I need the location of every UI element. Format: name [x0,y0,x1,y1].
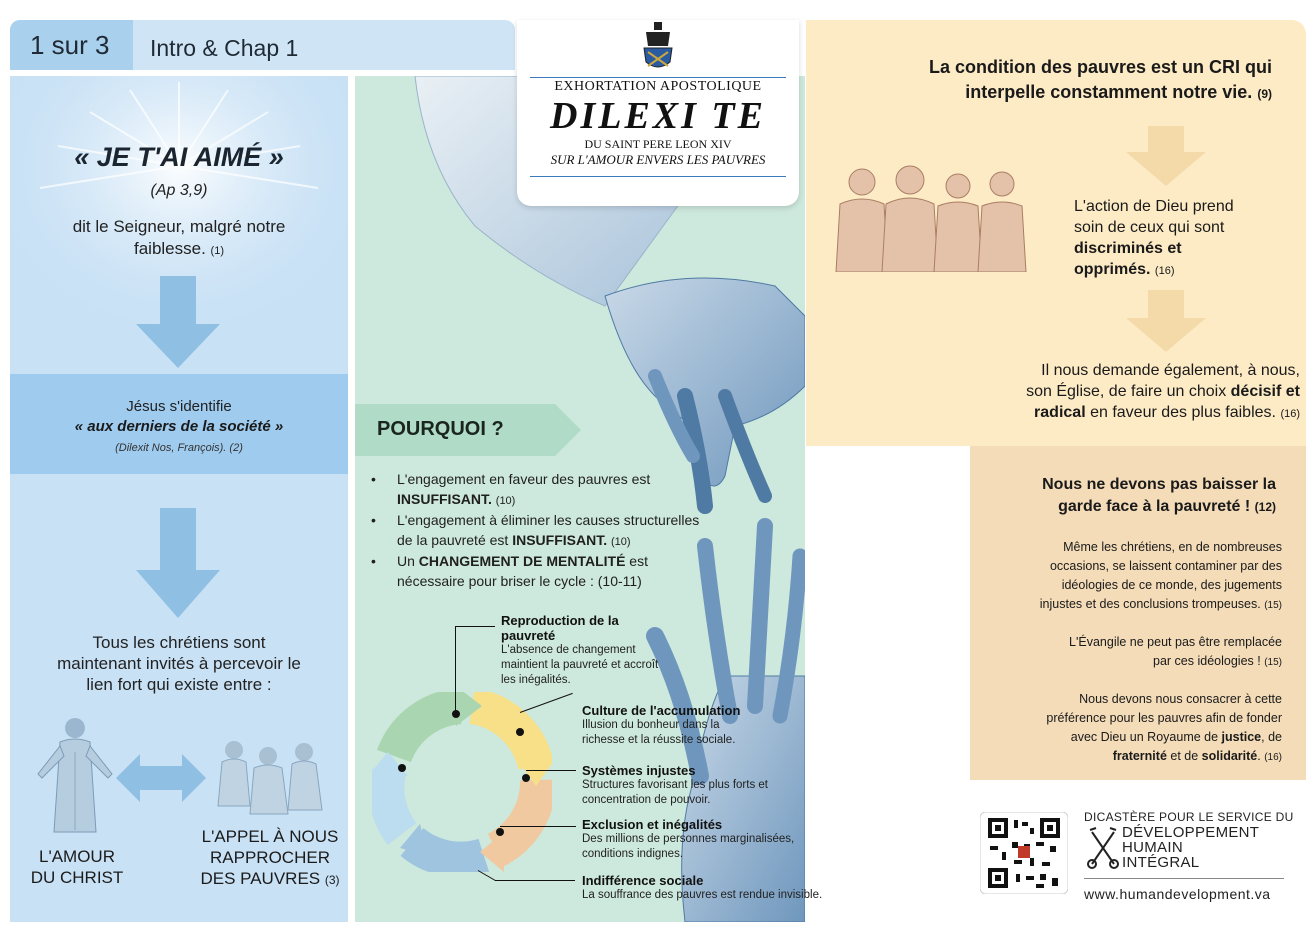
papal-coat-of-arms-icon [640,22,676,72]
gospel-text: par ces idéologies ! [1153,654,1261,668]
dicastery-name [1122,825,1259,870]
title-line-2: DILEXI TE [550,95,766,137]
cycle-item-title: Exclusion et inégalités [582,817,723,832]
bullet-dot-icon: • [371,553,376,569]
connector-line [500,826,576,827]
pourquoi-title: POURQUOI ? [377,418,504,440]
christ-figure-illustration [30,712,120,842]
cycle-item-text: Illusion du bonheur dans la [582,719,720,731]
kingdom-emphasis: fraternité [1112,749,1167,763]
kingdom-line-3 [992,728,1282,747]
bullet-2-ref: (10) [610,536,631,548]
ideologies-ref: (15) [1264,600,1282,611]
kingdom-ref: (16) [1264,752,1282,763]
guard-heading-line-2 [990,496,1276,518]
kingdom-line-4 [992,747,1282,767]
title-line-1: EXHORTATION APOSTOLIQUE [554,79,762,94]
poor-people-portrait-illustration [832,160,1032,272]
kingdom-line-2: préférence pour les pauvres afin de fonder [1046,711,1282,725]
title-line-3: DU SAINT PERE LEON XIV [584,137,732,151]
church-choice-text [900,360,1300,425]
cycle-item-title: Culture de l'accumulation [582,703,741,718]
gods-action-ref: (16) [1154,265,1175,277]
title-line-4: SUR L'AMOUR ENVERS LES PAUVRES [550,152,766,167]
gods-action-emphasis: opprimés. [1074,261,1151,278]
bullet-dot-icon: • [371,471,376,487]
invitation-line-1: Tous les chrétiens sont [92,633,266,652]
pourquoi-box-point-icon [555,404,581,456]
kingdom-line-1: Nous devons nous consacrer à cette [1079,692,1282,706]
gods-action-text [1074,196,1274,282]
guard-heading-text: garde face à la pauvreté ! [1058,498,1251,515]
gods-action-line-1: L'action de Dieu prend [1074,198,1234,215]
kingdom-paragraph [992,690,1282,767]
call-to-poor-label [190,826,350,891]
cycle-item-text: La souffrance des pauvres est rendue invisible. [582,889,823,901]
bullet-2-line-2 [397,530,757,552]
church-choice-emphasis: radical [1034,404,1086,421]
quote-caption-text: faiblesse. [133,239,206,258]
identification-line-3: (Dilexit Nos, François). (2) [115,442,243,454]
cycle-segment-indifference [386,772,402,834]
call-label-text: DES PAUVRES [200,869,321,888]
down-arrow-icon [136,508,220,618]
love-label-line-1: L'AMOUR [39,847,115,866]
bullet-1-line-2 [397,489,757,511]
down-arrow-icon [136,276,220,368]
cycle-item-text: maintient la pauvreté et accroît [501,659,659,671]
connector-line [455,626,495,627]
cycle-item-indifference [582,873,862,903]
cry-heading [820,55,1272,107]
invitation-text [30,632,328,695]
cycle-item-exclusion [582,817,822,862]
gods-action-line-2: soin de ceux qui sont [1074,219,1225,236]
church-choice-line-3 [900,402,1300,425]
guard-heading-ref: (12) [1254,500,1276,514]
guard-heading [990,474,1276,518]
ideologies-line-1: Même les chrétiens, en de nombreuses [1063,540,1282,554]
church-choice-line-2 [900,381,1300,402]
call-label-ref: (3) [324,873,340,887]
kingdom-emphasis: solidarité [1201,749,1258,763]
love-of-christ-label [22,846,132,888]
cycle-item-systems [582,763,802,808]
cycle-item-reproduction [501,613,731,688]
down-arrow-icon [1126,126,1206,186]
cry-heading-line-2 [820,80,1272,107]
cycle-item-text: L'absence de changement [501,644,636,656]
kingdom-text: . [1257,749,1261,763]
invitation-line-3: lien fort qui existe entre : [86,675,272,694]
quote-caption-line-2 [40,238,318,262]
connector-line [495,880,575,881]
poor-people-illustration [206,736,336,822]
connector-line [526,770,576,771]
footer-divider [1084,878,1284,879]
kingdom-text: et de [1166,749,1202,763]
church-choice-text-a: son Église, de faire un choix [1026,383,1231,400]
call-label-line-1: L'APPEL À NOUS [201,827,339,846]
cry-heading-ref: (9) [1257,87,1272,101]
gospel-line-2 [992,652,1282,672]
cycle-item-text: Des millions de personnes marginalisées, [582,833,795,845]
bullet-3 [371,551,757,591]
quote-reference: (Ap 3,9) [150,182,208,199]
connector-line [455,626,456,714]
down-arrow-icon [1126,290,1206,352]
gospel-paragraph [992,633,1282,672]
ideologies-text: injustes et des conclusions trompeuses. [1039,597,1261,611]
cycle-item-title: Indifférence sociale [582,873,704,888]
page-header-tab [10,20,515,70]
bullet-1-ref: (10) [495,495,516,507]
quote-caption-line-1: dit le Seigneur, malgré notre [72,217,286,236]
cry-heading-line-1: La condition des pauvres est un CRI qui [928,57,1272,77]
dicastery-line-1: DICASTÈRE POUR LE SERVICE DU [1084,810,1294,824]
gospel-line-1: L'Évangile ne peut pas être remplacée [1069,635,1282,649]
website-link[interactable]: www.humandevelopment.va [1084,886,1271,902]
title-rule-bottom [530,176,786,177]
bullet-2-line-1: L'engagement à éliminer les causes structurelles [397,512,700,528]
bullet-1-line-1: L'engagement en faveur des pauvres est [397,471,651,487]
cycle-item-title: Systèmes injustes [582,763,696,778]
ideologies-line-4 [992,595,1282,615]
title-rule-top [530,77,786,78]
bullet-1-emphasis: INSUFFISANT. [397,491,492,507]
bullet-2 [371,510,757,552]
cycle-item-text: Structures favorisant les plus forts et [582,779,768,791]
bullet-dot-icon: • [371,512,376,528]
cycle-item-text: richesse et la réussite sociale. [582,734,736,746]
double-arrow-icon [116,754,206,802]
cycle-item-text: les inégalités. [501,674,571,686]
gods-action-line-3: discriminés et [1074,240,1182,257]
identification-line-2: « aux derniers de la société » [74,418,284,435]
bullet-2-emphasis: INSUFFISANT. [512,532,608,548]
ideologies-line-2: occasions, se laissent contaminer par des [1049,559,1282,573]
love-label-line-2: DU CHRIST [30,868,124,887]
church-choice-line-1: Il nous demande également, à nous, [1041,362,1300,379]
invitation-line-2: maintenant invités à percevoir le [57,654,301,673]
gospel-ref: (15) [1264,657,1282,668]
identification-line-1: Jésus s'identifie [126,398,232,415]
kingdom-emphasis: justice [1221,730,1262,744]
bullet-2-text: de la pauvreté est [397,532,513,548]
qr-code-icon[interactable] [980,812,1068,894]
dicastery-line-2: DÉVELOPPEMENT [1122,824,1260,841]
bullet-3-emphasis: CHANGEMENT DE MENTALITÉ [418,553,626,569]
crossed-keys-logo-icon [1086,826,1120,870]
bullet-3-text-b: est [625,553,648,569]
section-title: Intro & Chap 1 [150,35,299,61]
kingdom-text: avec Dieu un Royaume de [1070,730,1222,744]
church-choice-ref: (16) [1280,408,1300,420]
guard-heading-line-1: Nous ne devons pas baisser la [1042,476,1276,493]
gods-action-line-4 [1074,259,1274,282]
kingdom-text: , de [1261,730,1282,744]
quote-title: « JE T'AI AIMÉ » [74,142,284,172]
poverty-cycle-diagram [372,692,552,872]
quote-caption [40,216,318,262]
bullet-3-text-a: Un [397,553,419,569]
cycle-segment-reproduction [394,706,460,756]
dicastery-line-3: HUMAIN [1122,839,1183,856]
call-label-line-3 [190,868,350,891]
bullet-1 [371,469,757,511]
church-choice-text-b: en faveur des plus faibles. [1085,404,1276,421]
cycle-item-text: conditions indignes. [582,848,684,860]
bullet-3-line-1 [397,551,757,571]
cycle-item-title: pauvreté [501,628,556,643]
ideologies-paragraph [992,538,1282,615]
ideologies-line-3: idéologies de ce monde, des jugements [1061,578,1282,592]
church-choice-emphasis: décisif et [1230,383,1300,400]
cry-heading-text: interpelle constamment notre vie. [965,82,1253,102]
page-number: 1 sur 3 [10,20,133,70]
call-label-line-2: RAPPROCHER [210,848,330,867]
quote-caption-ref: (1) [210,245,224,257]
bullet-3-line-2: nécessaire pour briser le cycle : (10-11) [397,573,642,589]
cycle-item-title: Reproduction de la [501,613,619,628]
cycle-segment-accumulation [472,706,536,766]
cycle-item-accumulation [582,703,802,748]
cycle-item-text: concentration de pouvoir. [582,794,711,806]
dicastery-line-4: INTÉGRAL [1122,854,1200,871]
